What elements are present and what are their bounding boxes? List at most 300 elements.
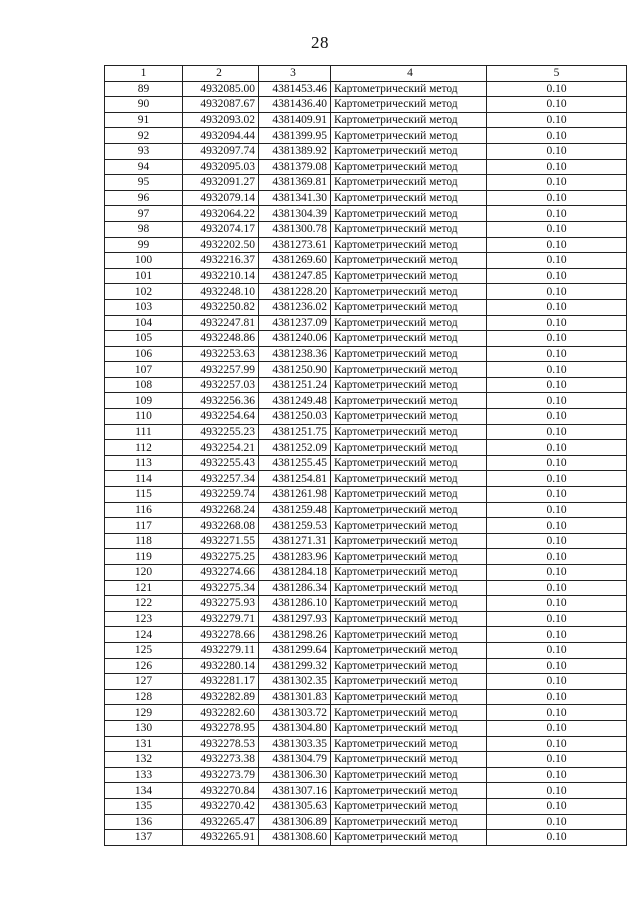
x-coordinate-cell: 4932079.14 — [183, 190, 259, 206]
y-coordinate-cell: 4381297.93 — [259, 611, 331, 627]
x-coordinate-cell: 4932255.43 — [183, 455, 259, 471]
method-cell: Картометрический метод — [331, 112, 487, 128]
method-cell: Картометрический метод — [331, 580, 487, 596]
x-coordinate-cell: 4932275.93 — [183, 596, 259, 612]
table-row — [105, 658, 627, 674]
table-row — [105, 767, 627, 783]
x-coordinate-cell: 4932094.44 — [183, 128, 259, 144]
table-row — [105, 565, 627, 581]
table-row — [105, 440, 627, 456]
method-cell: Картометрический метод — [331, 175, 487, 191]
x-coordinate-cell: 4932095.03 — [183, 159, 259, 175]
point-number-cell: 113 — [105, 455, 183, 471]
x-coordinate-cell: 4932091.27 — [183, 175, 259, 191]
point-number-cell: 119 — [105, 549, 183, 565]
table-row — [105, 377, 627, 393]
accuracy-cell: 0.10 — [487, 221, 627, 237]
y-coordinate-cell: 4381286.34 — [259, 580, 331, 596]
y-coordinate-cell: 4381399.95 — [259, 128, 331, 144]
x-coordinate-cell: 4932254.21 — [183, 440, 259, 456]
method-cell: Картометрический метод — [331, 221, 487, 237]
point-number-cell: 130 — [105, 720, 183, 736]
table-row — [105, 814, 627, 830]
point-number-cell: 95 — [105, 175, 183, 191]
point-number-cell: 98 — [105, 221, 183, 237]
method-cell: Картометрический метод — [331, 565, 487, 581]
y-coordinate-cell: 4381304.79 — [259, 752, 331, 768]
table-row — [105, 627, 627, 643]
accuracy-cell: 0.10 — [487, 190, 627, 206]
method-cell: Картометрический метод — [331, 471, 487, 487]
y-coordinate-cell: 4381301.83 — [259, 689, 331, 705]
point-number-cell: 91 — [105, 112, 183, 128]
y-coordinate-cell: 4381341.30 — [259, 190, 331, 206]
accuracy-cell: 0.10 — [487, 705, 627, 721]
accuracy-cell: 0.10 — [487, 720, 627, 736]
method-cell: Картометрический метод — [331, 627, 487, 643]
method-cell: Картометрический метод — [331, 674, 487, 690]
method-cell: Картометрический метод — [331, 331, 487, 347]
point-number-cell: 115 — [105, 487, 183, 503]
y-coordinate-cell: 4381299.32 — [259, 658, 331, 674]
x-coordinate-cell: 4932087.67 — [183, 97, 259, 113]
point-number-cell: 116 — [105, 502, 183, 518]
table-row — [105, 705, 627, 721]
method-cell: Картометрический метод — [331, 409, 487, 425]
table-row — [105, 268, 627, 284]
page-number: 28 — [311, 33, 329, 52]
y-coordinate-cell: 4381303.72 — [259, 705, 331, 721]
point-number-cell: 135 — [105, 798, 183, 814]
x-coordinate-cell: 4932256.36 — [183, 393, 259, 409]
x-coordinate-cell: 4932280.14 — [183, 658, 259, 674]
point-number-cell: 106 — [105, 346, 183, 362]
column-header-3: 3 — [259, 66, 331, 82]
point-number-cell: 137 — [105, 830, 183, 846]
point-number-cell: 123 — [105, 611, 183, 627]
point-number-cell: 96 — [105, 190, 183, 206]
y-coordinate-cell: 4381283.96 — [259, 549, 331, 565]
point-number-cell: 127 — [105, 674, 183, 690]
accuracy-cell: 0.10 — [487, 830, 627, 846]
table-row — [105, 736, 627, 752]
point-number-cell: 97 — [105, 206, 183, 222]
accuracy-cell: 0.10 — [487, 175, 627, 191]
method-cell: Картометрический метод — [331, 642, 487, 658]
table-row — [105, 206, 627, 222]
x-coordinate-cell: 4932265.91 — [183, 830, 259, 846]
method-cell: Картометрический метод — [331, 752, 487, 768]
x-coordinate-cell: 4932085.00 — [183, 81, 259, 97]
accuracy-cell: 0.10 — [487, 159, 627, 175]
point-number-cell: 120 — [105, 565, 183, 581]
y-coordinate-cell: 4381251.24 — [259, 377, 331, 393]
x-coordinate-cell: 4932273.38 — [183, 752, 259, 768]
method-cell: Картометрический метод — [331, 284, 487, 300]
table-row — [105, 611, 627, 627]
method-cell: Картометрический метод — [331, 128, 487, 144]
table-row — [105, 642, 627, 658]
y-coordinate-cell: 4381305.63 — [259, 798, 331, 814]
point-number-cell: 105 — [105, 331, 183, 347]
y-coordinate-cell: 4381254.81 — [259, 471, 331, 487]
point-number-cell: 102 — [105, 284, 183, 300]
table-row — [105, 455, 627, 471]
point-number-cell: 136 — [105, 814, 183, 830]
table-header — [105, 66, 627, 82]
table-row — [105, 471, 627, 487]
table-row — [105, 830, 627, 846]
point-number-cell: 114 — [105, 471, 183, 487]
x-coordinate-cell: 4932248.86 — [183, 331, 259, 347]
method-cell: Картометрический метод — [331, 720, 487, 736]
column-header-1: 1 — [105, 66, 183, 82]
y-coordinate-cell: 4381240.06 — [259, 331, 331, 347]
header-row — [105, 66, 627, 82]
accuracy-cell: 0.10 — [487, 440, 627, 456]
accuracy-cell: 0.10 — [487, 611, 627, 627]
table-row — [105, 752, 627, 768]
x-coordinate-cell: 4932247.81 — [183, 315, 259, 331]
point-number-cell: 133 — [105, 767, 183, 783]
y-coordinate-cell: 4381409.91 — [259, 112, 331, 128]
method-cell: Картометрический метод — [331, 814, 487, 830]
point-number-cell: 101 — [105, 268, 183, 284]
method-cell: Картометрический метод — [331, 377, 487, 393]
x-coordinate-cell: 4932255.23 — [183, 424, 259, 440]
y-coordinate-cell: 4381250.90 — [259, 362, 331, 378]
table-row — [105, 674, 627, 690]
table-row — [105, 783, 627, 799]
point-number-cell: 112 — [105, 440, 183, 456]
method-cell: Картометрический метод — [331, 190, 487, 206]
x-coordinate-cell: 4932093.02 — [183, 112, 259, 128]
accuracy-cell: 0.10 — [487, 689, 627, 705]
y-coordinate-cell: 4381389.92 — [259, 143, 331, 159]
point-number-cell: 129 — [105, 705, 183, 721]
y-coordinate-cell: 4381273.61 — [259, 237, 331, 253]
accuracy-cell: 0.10 — [487, 518, 627, 534]
accuracy-cell: 0.10 — [487, 112, 627, 128]
x-coordinate-cell: 4932257.99 — [183, 362, 259, 378]
accuracy-cell: 0.10 — [487, 596, 627, 612]
table-row — [105, 518, 627, 534]
column-header-5: 5 — [487, 66, 627, 82]
y-coordinate-cell: 4381236.02 — [259, 299, 331, 315]
y-coordinate-cell: 4381304.80 — [259, 720, 331, 736]
y-coordinate-cell: 4381306.89 — [259, 814, 331, 830]
y-coordinate-cell: 4381261.98 — [259, 487, 331, 503]
accuracy-cell: 0.10 — [487, 580, 627, 596]
method-cell: Картометрический метод — [331, 393, 487, 409]
y-coordinate-cell: 4381303.35 — [259, 736, 331, 752]
method-cell: Картометрический метод — [331, 689, 487, 705]
table-row — [105, 720, 627, 736]
table-row — [105, 533, 627, 549]
column-header-4: 4 — [331, 66, 487, 82]
table-row — [105, 362, 627, 378]
accuracy-cell: 0.10 — [487, 752, 627, 768]
accuracy-cell: 0.10 — [487, 814, 627, 830]
table-row — [105, 190, 627, 206]
method-cell: Картометрический метод — [331, 268, 487, 284]
method-cell: Картометрический метод — [331, 362, 487, 378]
table-row — [105, 221, 627, 237]
y-coordinate-cell: 4381228.20 — [259, 284, 331, 300]
y-coordinate-cell: 4381298.26 — [259, 627, 331, 643]
method-cell: Картометрический метод — [331, 159, 487, 175]
point-number-cell: 108 — [105, 377, 183, 393]
point-number-cell: 100 — [105, 253, 183, 269]
y-coordinate-cell: 4381307.16 — [259, 783, 331, 799]
x-coordinate-cell: 4932270.42 — [183, 798, 259, 814]
accuracy-cell: 0.10 — [487, 409, 627, 425]
column-header-2: 2 — [183, 66, 259, 82]
x-coordinate-cell: 4932254.64 — [183, 409, 259, 425]
y-coordinate-cell: 4381237.09 — [259, 315, 331, 331]
y-coordinate-cell: 4381249.48 — [259, 393, 331, 409]
accuracy-cell: 0.10 — [487, 206, 627, 222]
table-row — [105, 502, 627, 518]
method-cell: Картометрический метод — [331, 424, 487, 440]
x-coordinate-cell: 4932257.34 — [183, 471, 259, 487]
x-coordinate-cell: 4932216.37 — [183, 253, 259, 269]
table-row — [105, 596, 627, 612]
x-coordinate-cell: 4932248.10 — [183, 284, 259, 300]
point-number-cell: 107 — [105, 362, 183, 378]
method-cell: Картометрический метод — [331, 487, 487, 503]
method-cell: Картометрический метод — [331, 502, 487, 518]
y-coordinate-cell: 4381308.60 — [259, 830, 331, 846]
y-coordinate-cell: 4381299.64 — [259, 642, 331, 658]
point-number-cell: 94 — [105, 159, 183, 175]
point-number-cell: 121 — [105, 580, 183, 596]
point-number-cell: 103 — [105, 299, 183, 315]
method-cell: Картометрический метод — [331, 518, 487, 534]
accuracy-cell: 0.10 — [487, 81, 627, 97]
point-number-cell: 90 — [105, 97, 183, 113]
x-coordinate-cell: 4932278.95 — [183, 720, 259, 736]
table-row — [105, 128, 627, 144]
y-coordinate-cell: 4381453.46 — [259, 81, 331, 97]
point-number-cell: 110 — [105, 409, 183, 425]
x-coordinate-cell: 4932279.11 — [183, 642, 259, 658]
x-coordinate-cell: 4932275.34 — [183, 580, 259, 596]
method-cell: Картометрический метод — [331, 81, 487, 97]
table-row — [105, 580, 627, 596]
point-number-cell: 89 — [105, 81, 183, 97]
method-cell: Картометрический метод — [331, 830, 487, 846]
table-row — [105, 175, 627, 191]
table-row — [105, 112, 627, 128]
table-row — [105, 409, 627, 425]
y-coordinate-cell: 4381369.81 — [259, 175, 331, 191]
method-cell: Картометрический метод — [331, 658, 487, 674]
accuracy-cell: 0.10 — [487, 783, 627, 799]
method-cell: Картометрический метод — [331, 143, 487, 159]
x-coordinate-cell: 4932064.22 — [183, 206, 259, 222]
accuracy-cell: 0.10 — [487, 658, 627, 674]
point-number-cell: 126 — [105, 658, 183, 674]
accuracy-cell: 0.10 — [487, 299, 627, 315]
x-coordinate-cell: 4932281.17 — [183, 674, 259, 690]
y-coordinate-cell: 4381436.40 — [259, 97, 331, 113]
accuracy-cell: 0.10 — [487, 97, 627, 113]
method-cell: Картометрический метод — [331, 455, 487, 471]
x-coordinate-cell: 4932278.66 — [183, 627, 259, 643]
accuracy-cell: 0.10 — [487, 471, 627, 487]
x-coordinate-cell: 4932275.25 — [183, 549, 259, 565]
table-row — [105, 393, 627, 409]
x-coordinate-cell: 4932270.84 — [183, 783, 259, 799]
x-coordinate-cell: 4932279.71 — [183, 611, 259, 627]
x-coordinate-cell: 4932250.82 — [183, 299, 259, 315]
x-coordinate-cell: 4932257.03 — [183, 377, 259, 393]
accuracy-cell: 0.10 — [487, 627, 627, 643]
x-coordinate-cell: 4932282.60 — [183, 705, 259, 721]
y-coordinate-cell: 4381269.60 — [259, 253, 331, 269]
accuracy-cell: 0.10 — [487, 424, 627, 440]
table-row — [105, 284, 627, 300]
point-number-cell: 104 — [105, 315, 183, 331]
point-number-cell: 128 — [105, 689, 183, 705]
point-number-cell: 92 — [105, 128, 183, 144]
point-number-cell: 125 — [105, 642, 183, 658]
point-number-cell: 118 — [105, 533, 183, 549]
table-row — [105, 159, 627, 175]
accuracy-cell: 0.10 — [487, 377, 627, 393]
x-coordinate-cell: 4932268.24 — [183, 502, 259, 518]
accuracy-cell: 0.10 — [487, 253, 627, 269]
x-coordinate-cell: 4932268.08 — [183, 518, 259, 534]
accuracy-cell: 0.10 — [487, 237, 627, 253]
y-coordinate-cell: 4381255.45 — [259, 455, 331, 471]
x-coordinate-cell: 4932273.79 — [183, 767, 259, 783]
x-coordinate-cell: 4932253.63 — [183, 346, 259, 362]
accuracy-cell: 0.10 — [487, 798, 627, 814]
method-cell: Картометрический метод — [331, 237, 487, 253]
point-number-cell: 99 — [105, 237, 183, 253]
accuracy-cell: 0.10 — [487, 346, 627, 362]
table-row — [105, 346, 627, 362]
x-coordinate-cell: 4932274.66 — [183, 565, 259, 581]
y-coordinate-cell: 4381379.08 — [259, 159, 331, 175]
point-number-cell: 134 — [105, 783, 183, 799]
accuracy-cell: 0.10 — [487, 674, 627, 690]
x-coordinate-cell: 4932265.47 — [183, 814, 259, 830]
accuracy-cell: 0.10 — [487, 393, 627, 409]
table-row — [105, 549, 627, 565]
y-coordinate-cell: 4381306.30 — [259, 767, 331, 783]
method-cell: Картометрический метод — [331, 253, 487, 269]
accuracy-cell: 0.10 — [487, 331, 627, 347]
y-coordinate-cell: 4381284.18 — [259, 565, 331, 581]
method-cell: Картометрический метод — [331, 533, 487, 549]
x-coordinate-cell: 4932210.14 — [183, 268, 259, 284]
y-coordinate-cell: 4381250.03 — [259, 409, 331, 425]
method-cell: Картометрический метод — [331, 346, 487, 362]
point-number-cell: 131 — [105, 736, 183, 752]
accuracy-cell: 0.10 — [487, 455, 627, 471]
y-coordinate-cell: 4381238.36 — [259, 346, 331, 362]
x-coordinate-cell: 4932074.17 — [183, 221, 259, 237]
y-coordinate-cell: 4381271.31 — [259, 533, 331, 549]
x-coordinate-cell: 4932278.53 — [183, 736, 259, 752]
accuracy-cell: 0.10 — [487, 315, 627, 331]
y-coordinate-cell: 4381247.85 — [259, 268, 331, 284]
method-cell: Картометрический метод — [331, 798, 487, 814]
accuracy-cell: 0.10 — [487, 736, 627, 752]
accuracy-cell: 0.10 — [487, 565, 627, 581]
x-coordinate-cell: 4932271.55 — [183, 533, 259, 549]
point-number-cell: 122 — [105, 596, 183, 612]
method-cell: Картометрический метод — [331, 611, 487, 627]
method-cell: Картометрический метод — [331, 736, 487, 752]
y-coordinate-cell: 4381259.53 — [259, 518, 331, 534]
point-number-cell: 117 — [105, 518, 183, 534]
table-row — [105, 487, 627, 503]
point-number-cell: 111 — [105, 424, 183, 440]
accuracy-cell: 0.10 — [487, 143, 627, 159]
accuracy-cell: 0.10 — [487, 487, 627, 503]
method-cell: Картометрический метод — [331, 549, 487, 565]
accuracy-cell: 0.10 — [487, 549, 627, 565]
accuracy-cell: 0.10 — [487, 362, 627, 378]
table-row — [105, 331, 627, 347]
x-coordinate-cell: 4932282.89 — [183, 689, 259, 705]
accuracy-cell: 0.10 — [487, 642, 627, 658]
method-cell: Картометрический метод — [331, 97, 487, 113]
method-cell: Картометрический метод — [331, 440, 487, 456]
table-row — [105, 143, 627, 159]
accuracy-cell: 0.10 — [487, 533, 627, 549]
method-cell: Картометрический метод — [331, 783, 487, 799]
table-row — [105, 253, 627, 269]
y-coordinate-cell: 4381259.48 — [259, 502, 331, 518]
y-coordinate-cell: 4381304.39 — [259, 206, 331, 222]
method-cell: Картометрический метод — [331, 705, 487, 721]
method-cell: Картометрический метод — [331, 315, 487, 331]
accuracy-cell: 0.10 — [487, 128, 627, 144]
point-number-cell: 132 — [105, 752, 183, 768]
method-cell: Картометрический метод — [331, 596, 487, 612]
y-coordinate-cell: 4381302.35 — [259, 674, 331, 690]
accuracy-cell: 0.10 — [487, 767, 627, 783]
coordinates-table — [104, 65, 627, 846]
method-cell: Картометрический метод — [331, 767, 487, 783]
table-row — [105, 97, 627, 113]
point-number-cell: 93 — [105, 143, 183, 159]
method-cell: Картометрический метод — [331, 299, 487, 315]
table-row — [105, 424, 627, 440]
point-number-cell: 109 — [105, 393, 183, 409]
table-row — [105, 798, 627, 814]
table-body — [105, 81, 627, 845]
table-row — [105, 315, 627, 331]
accuracy-cell: 0.10 — [487, 284, 627, 300]
accuracy-cell: 0.10 — [487, 502, 627, 518]
x-coordinate-cell: 4932259.74 — [183, 487, 259, 503]
x-coordinate-cell: 4932202.50 — [183, 237, 259, 253]
y-coordinate-cell: 4381251.75 — [259, 424, 331, 440]
table-row — [105, 237, 627, 253]
table-row — [105, 299, 627, 315]
table-row — [105, 81, 627, 97]
y-coordinate-cell: 4381286.10 — [259, 596, 331, 612]
point-number-cell: 124 — [105, 627, 183, 643]
table-row — [105, 689, 627, 705]
y-coordinate-cell: 4381300.78 — [259, 221, 331, 237]
